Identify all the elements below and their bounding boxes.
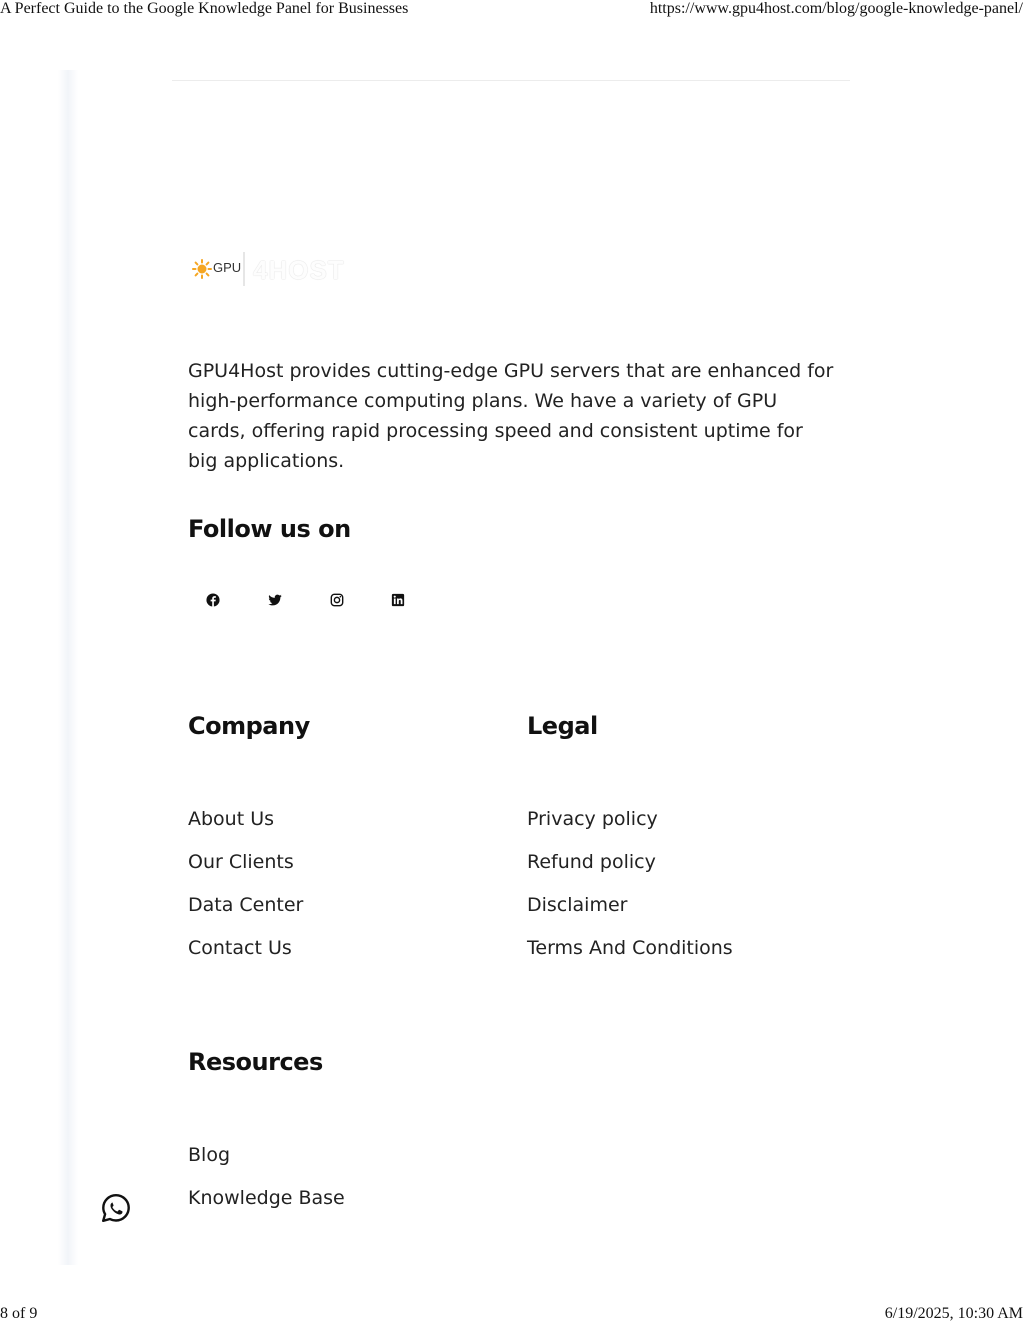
logo-host-wordmark: [243, 252, 351, 286]
logo-gpu-text: GPU: [213, 260, 242, 275]
refund-policy-link[interactable]: Refund policy: [527, 851, 656, 873]
print-datetime: 6/19/2025, 10:30 AM: [884, 1305, 1023, 1322]
terms-and-conditions-link[interactable]: Terms And Conditions: [527, 937, 733, 959]
side-shadow: [58, 70, 78, 1265]
twitter-icon: [268, 593, 282, 607]
facebook-link[interactable]: [204, 591, 222, 609]
print-page-title: A Perfect Guide to the Google Knowledge Panel for Businesses: [0, 0, 409, 17]
blog-link[interactable]: Blog: [188, 1144, 230, 1166]
legal-links: [527, 807, 733, 979]
linkedin-icon: [391, 593, 405, 607]
privacy-policy-link[interactable]: Privacy policy: [527, 808, 658, 830]
data-center-link[interactable]: Data Center: [188, 894, 304, 916]
print-page-number: 8 of 9: [0, 1305, 38, 1322]
resources-heading: Resources: [188, 1048, 323, 1076]
about-us-link[interactable]: About Us: [188, 808, 275, 830]
our-clients-link[interactable]: Our Clients: [188, 851, 294, 873]
instagram-link[interactable]: [328, 591, 346, 609]
company-heading: Company: [188, 712, 310, 740]
print-page-url: https://www.gpu4host.com/blog/google-knowledge-panel/: [649, 0, 1023, 17]
linkedin-link[interactable]: [389, 591, 407, 609]
instagram-icon: [330, 593, 344, 607]
legal-heading: Legal: [527, 712, 598, 740]
company-links: [188, 807, 303, 979]
disclaimer-link[interactable]: Disclaimer: [527, 894, 628, 916]
divider: [172, 80, 850, 81]
print-header: [0, 0, 1024, 20]
twitter-link[interactable]: [266, 591, 284, 609]
gpu4host-logo[interactable]: [192, 250, 354, 288]
contact-us-link[interactable]: Contact Us: [188, 937, 292, 959]
knowledge-base-link[interactable]: Knowledge Base: [188, 1187, 345, 1209]
whatsapp-icon: [100, 1192, 132, 1224]
whatsapp-chat-button[interactable]: [100, 1192, 132, 1224]
sun-logo-icon: [192, 259, 212, 279]
company-description: GPU4Host provides cutting-edge GPU servers that are enhanced for high-performance computing plans. We have a variety of GPU cards, offering rapid processing speed and consistent uptime for big applications.: [188, 360, 834, 472]
facebook-icon: [206, 593, 220, 607]
print-footer: [0, 1305, 1024, 1325]
resources-links: [188, 1143, 345, 1229]
logo-host-text: 4HOST: [253, 255, 345, 285]
follow-us-heading: Follow us on: [188, 515, 351, 543]
